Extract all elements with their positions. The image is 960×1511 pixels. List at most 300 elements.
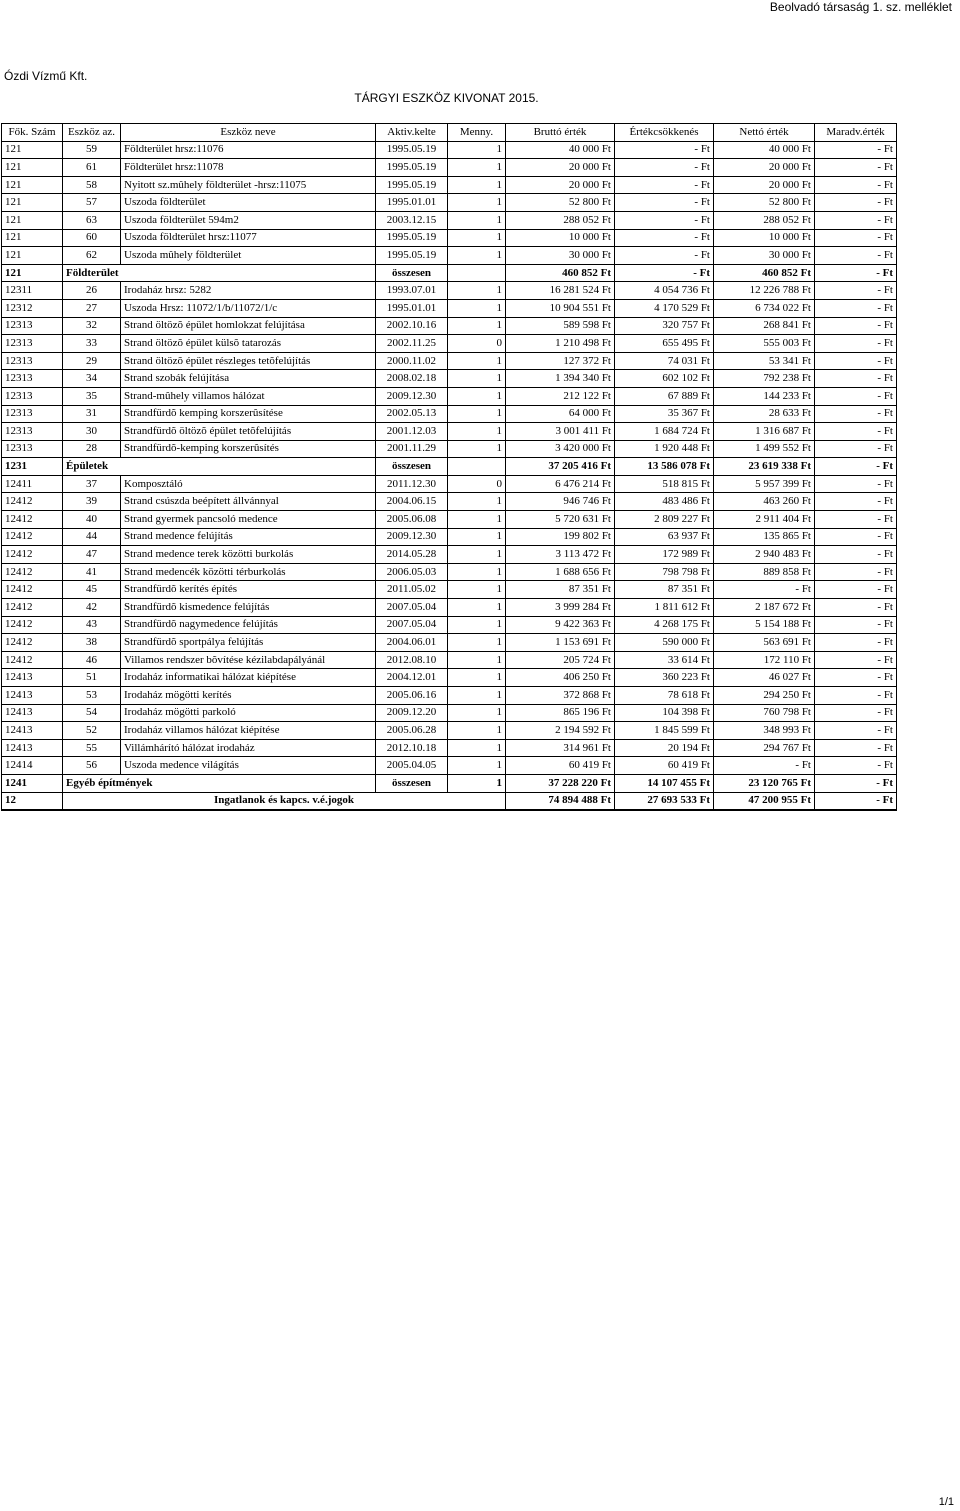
table-cell: 792 238 Ft xyxy=(714,370,815,388)
table-cell: 3 999 284 Ft xyxy=(506,599,615,617)
table-cell: 121 xyxy=(2,211,63,229)
table-cell: 28 633 Ft xyxy=(714,405,815,423)
table-cell: 27 xyxy=(63,299,121,317)
grand-total-account: 12 xyxy=(2,792,63,810)
table-cell: 10 000 Ft xyxy=(714,229,815,247)
table-cell: - Ft xyxy=(815,211,897,229)
table-cell: Strandfürdõ sportpálya felújítás xyxy=(121,634,376,652)
subtotal-account: 1231 xyxy=(2,458,63,476)
table-cell: 555 003 Ft xyxy=(714,335,815,353)
table-cell: Irodaház mögötti parkoló xyxy=(121,704,376,722)
table-cell: 2005.04.05 xyxy=(376,757,448,775)
table-cell: 55 xyxy=(63,739,121,757)
table-cell: 42 xyxy=(63,599,121,617)
table-row xyxy=(2,423,897,441)
table-cell: Strandfürdõ kismedence felújítás xyxy=(121,599,376,617)
table-cell: 34 xyxy=(63,370,121,388)
table-cell: Uszoda medence világítás xyxy=(121,757,376,775)
subtotal-row xyxy=(2,774,897,792)
table-cell: 760 798 Ft xyxy=(714,704,815,722)
table-cell: 5 720 631 Ft xyxy=(506,511,615,529)
table-cell: 314 961 Ft xyxy=(506,739,615,757)
table-cell: 1 684 724 Ft xyxy=(615,423,714,441)
table-cell: 41 xyxy=(63,563,121,581)
table-cell: 1 xyxy=(448,387,506,405)
table-cell: Irodaház informatikai hálózat kiépítése xyxy=(121,669,376,687)
table-cell: 9 422 363 Ft xyxy=(506,616,615,634)
asset-table xyxy=(1,123,897,811)
table-row xyxy=(2,528,897,546)
subtotal-value: 13 586 078 Ft xyxy=(615,458,714,476)
subtotal-value: - Ft xyxy=(615,264,714,282)
table-cell: 12313 xyxy=(2,317,63,335)
subtotal-row xyxy=(2,458,897,476)
table-cell: Strandfürdõ kerítés építés xyxy=(121,581,376,599)
table-cell: 12313 xyxy=(2,335,63,353)
table-cell: 2 194 592 Ft xyxy=(506,722,615,740)
table-cell: 12412 xyxy=(2,634,63,652)
table-row xyxy=(2,317,897,335)
table-cell: 5 154 188 Ft xyxy=(714,616,815,634)
table-cell: - Ft xyxy=(815,141,897,159)
table-cell: 1 xyxy=(448,352,506,370)
table-cell: 2009.12.20 xyxy=(376,704,448,722)
table-cell: 38 xyxy=(63,634,121,652)
subtotal-quantity xyxy=(448,458,506,476)
table-row xyxy=(2,335,897,353)
table-cell: 1 688 656 Ft xyxy=(506,563,615,581)
table-cell: 372 868 Ft xyxy=(506,687,615,705)
column-header-netto: Nettó érték xyxy=(714,124,815,142)
table-cell: Földterület hrsz:11076 xyxy=(121,141,376,159)
table-cell: 2006.05.03 xyxy=(376,563,448,581)
table-cell: Uszoda földterület xyxy=(121,194,376,212)
table-cell: - Ft xyxy=(815,387,897,405)
table-cell: 2012.08.10 xyxy=(376,651,448,669)
table-cell: 1 210 498 Ft xyxy=(506,335,615,353)
table-cell: 64 000 Ft xyxy=(506,405,615,423)
table-cell: 121 xyxy=(2,176,63,194)
table-cell: 135 865 Ft xyxy=(714,528,815,546)
table-row xyxy=(2,229,897,247)
column-header-maradvany: Maradv.érték xyxy=(815,124,897,142)
table-cell: Strandfürdõ öltözõ épület tetõfelújítás xyxy=(121,423,376,441)
subtotal-value: - Ft xyxy=(815,774,897,792)
table-cell: 1 xyxy=(448,440,506,458)
table-cell: 2007.05.04 xyxy=(376,616,448,634)
table-cell: 2008.02.18 xyxy=(376,370,448,388)
table-cell: 1 xyxy=(448,229,506,247)
table-cell: 589 598 Ft xyxy=(506,317,615,335)
table-row xyxy=(2,563,897,581)
table-cell: 1 xyxy=(448,651,506,669)
table-cell: Komposztáló xyxy=(121,475,376,493)
table-cell: - Ft xyxy=(815,282,897,300)
page-number: 1/1 xyxy=(938,1496,954,1508)
table-cell: - Ft xyxy=(815,194,897,212)
table-cell: 1 xyxy=(448,599,506,617)
table-cell: 63 xyxy=(63,211,121,229)
table-cell: 60 xyxy=(63,229,121,247)
table-cell: 2007.05.04 xyxy=(376,599,448,617)
table-cell: - Ft xyxy=(815,581,897,599)
column-header-aktiv-kelte: Aktiv.kelte xyxy=(376,124,448,142)
grand-total-label: Ingatlanok és kapcs. v.é.jogok xyxy=(63,792,506,810)
table-cell: 1 xyxy=(448,757,506,775)
table-cell: - Ft xyxy=(815,176,897,194)
grand-total-value: 74 894 488 Ft xyxy=(506,792,615,810)
table-cell: 946 746 Ft xyxy=(506,493,615,511)
table-cell: 1 xyxy=(448,669,506,687)
subtotal-label: összesen xyxy=(376,774,448,792)
subtotal-value: - Ft xyxy=(815,458,897,476)
table-cell: Nyitott sz.mûhely földterület -hrsz:11075 xyxy=(121,176,376,194)
table-cell: 60 419 Ft xyxy=(506,757,615,775)
subtotal-value: 37 228 220 Ft xyxy=(506,774,615,792)
table-cell: 20 000 Ft xyxy=(714,176,815,194)
table-cell: 52 800 Ft xyxy=(506,194,615,212)
table-cell: 35 367 Ft xyxy=(615,405,714,423)
table-cell: 12412 xyxy=(2,546,63,564)
table-cell: 199 802 Ft xyxy=(506,528,615,546)
document-annex-label: Beolvadó társaság 1. sz. melléklet xyxy=(769,0,952,14)
table-cell: - Ft xyxy=(815,739,897,757)
table-row xyxy=(2,176,897,194)
table-cell: 20 000 Ft xyxy=(714,159,815,177)
subtotal-value: - Ft xyxy=(815,264,897,282)
table-cell: 12312 xyxy=(2,299,63,317)
table-cell: 12313 xyxy=(2,405,63,423)
table-cell: 2004.12.01 xyxy=(376,669,448,687)
table-cell: 12412 xyxy=(2,599,63,617)
subtotal-value: 23 619 338 Ft xyxy=(714,458,815,476)
table-cell: 1995.01.01 xyxy=(376,194,448,212)
table-cell: Irodaház villamos hálózat kiépítése xyxy=(121,722,376,740)
table-cell: 2009.12.30 xyxy=(376,528,448,546)
table-cell: 1995.05.19 xyxy=(376,176,448,194)
table-cell: 53 xyxy=(63,687,121,705)
table-cell: 12313 xyxy=(2,352,63,370)
table-cell: 1 xyxy=(448,159,506,177)
table-cell: 4 268 175 Ft xyxy=(615,616,714,634)
table-cell: - Ft xyxy=(815,423,897,441)
table-cell: 1 xyxy=(448,739,506,757)
table-cell: - Ft xyxy=(815,370,897,388)
table-cell: - Ft xyxy=(615,176,714,194)
subtotal-value: 23 120 765 Ft xyxy=(714,774,815,792)
table-cell: 2000.11.02 xyxy=(376,352,448,370)
table-cell: 52 xyxy=(63,722,121,740)
table-cell: 1995.05.19 xyxy=(376,229,448,247)
table-cell: - Ft xyxy=(815,634,897,652)
table-cell: 320 757 Ft xyxy=(615,317,714,335)
table-cell: 0 xyxy=(448,475,506,493)
table-cell: 1995.05.19 xyxy=(376,159,448,177)
table-cell: 12 226 788 Ft xyxy=(714,282,815,300)
table-cell: 1 920 448 Ft xyxy=(615,440,714,458)
table-cell: - Ft xyxy=(815,247,897,265)
table-cell: - Ft xyxy=(714,581,815,599)
table-row xyxy=(2,282,897,300)
table-cell: 1 xyxy=(448,282,506,300)
table-cell: Strand öltözõ épület részleges tetõfelújítás xyxy=(121,352,376,370)
table-cell: - Ft xyxy=(815,687,897,705)
table-cell: 406 250 Ft xyxy=(506,669,615,687)
table-cell: 1 xyxy=(448,141,506,159)
table-cell: 2001.11.29 xyxy=(376,440,448,458)
subtotal-row xyxy=(2,264,897,282)
table-cell: - Ft xyxy=(615,247,714,265)
table-cell: 20 000 Ft xyxy=(506,176,615,194)
table-cell: 12412 xyxy=(2,651,63,669)
table-row xyxy=(2,739,897,757)
table-cell: Strand-mûhely villamos hálózat xyxy=(121,387,376,405)
table-cell: 62 xyxy=(63,247,121,265)
table-cell: 1995.05.19 xyxy=(376,141,448,159)
table-cell: Irodaház hrsz: 5282 xyxy=(121,282,376,300)
subtotal-category: Épületek xyxy=(63,458,376,476)
subtotal-label: összesen xyxy=(376,458,448,476)
table-cell: 2002.05.13 xyxy=(376,405,448,423)
table-cell: 121 xyxy=(2,247,63,265)
grand-total-value: 47 200 955 Ft xyxy=(714,792,815,810)
table-cell: Strand öltözõ épület külsõ tatarozás xyxy=(121,335,376,353)
table-cell: 12412 xyxy=(2,528,63,546)
table-row xyxy=(2,387,897,405)
table-row xyxy=(2,581,897,599)
column-header-ertekcsokkenes: Értékcsökkenés xyxy=(615,124,714,142)
table-cell: - Ft xyxy=(815,299,897,317)
table-cell: 2004.06.01 xyxy=(376,634,448,652)
table-cell: - Ft xyxy=(815,352,897,370)
table-cell: - Ft xyxy=(815,229,897,247)
table-cell: 74 031 Ft xyxy=(615,352,714,370)
table-cell: 1 xyxy=(448,405,506,423)
table-cell: 2002.11.25 xyxy=(376,335,448,353)
column-header-menny: Menny. xyxy=(448,124,506,142)
table-cell: 57 xyxy=(63,194,121,212)
table-cell: Uszoda Hrsz: 11072/1/b/11072/1/c xyxy=(121,299,376,317)
table-cell: 1 xyxy=(448,493,506,511)
column-header-brutto: Bruttó érték xyxy=(506,124,615,142)
table-row xyxy=(2,599,897,617)
table-cell: Strandfürdõ-kemping korszerûsítés xyxy=(121,440,376,458)
table-cell: 798 798 Ft xyxy=(615,563,714,581)
subtotal-value: 460 852 Ft xyxy=(714,264,815,282)
table-cell: - Ft xyxy=(815,317,897,335)
table-cell: 4 054 736 Ft xyxy=(615,282,714,300)
table-cell: - Ft xyxy=(815,599,897,617)
table-cell: 2005.06.08 xyxy=(376,511,448,529)
table-row xyxy=(2,352,897,370)
grand-total-row xyxy=(2,792,897,810)
table-cell: 40 xyxy=(63,511,121,529)
table-cell: 865 196 Ft xyxy=(506,704,615,722)
table-cell: 33 614 Ft xyxy=(615,651,714,669)
table-cell: 12412 xyxy=(2,563,63,581)
table-cell: 1 xyxy=(448,370,506,388)
table-cell: 104 398 Ft xyxy=(615,704,714,722)
table-cell: 1 316 687 Ft xyxy=(714,423,815,441)
table-cell: 294 250 Ft xyxy=(714,687,815,705)
subtotal-account: 121 xyxy=(2,264,63,282)
table-cell: 12413 xyxy=(2,704,63,722)
column-header-eszkoz-az: Eszköz az. xyxy=(63,124,121,142)
table-cell: 52 800 Ft xyxy=(714,194,815,212)
table-cell: 1 xyxy=(448,247,506,265)
table-cell: 2003.12.15 xyxy=(376,211,448,229)
subtotal-account: 1241 xyxy=(2,774,63,792)
table-cell: 212 122 Ft xyxy=(506,387,615,405)
table-cell: Földterület hrsz:11078 xyxy=(121,159,376,177)
table-cell: - Ft xyxy=(815,651,897,669)
table-row xyxy=(2,194,897,212)
table-cell: Strand gyermek pancsoló medence xyxy=(121,511,376,529)
table-row xyxy=(2,493,897,511)
table-cell: - Ft xyxy=(815,546,897,564)
table-cell: 1995.01.01 xyxy=(376,299,448,317)
table-cell: 30 xyxy=(63,423,121,441)
column-header-eszkoz-neve: Eszköz neve xyxy=(121,124,376,142)
table-cell: - Ft xyxy=(815,669,897,687)
table-row xyxy=(2,440,897,458)
grand-total-value: - Ft xyxy=(815,792,897,810)
table-row xyxy=(2,141,897,159)
table-cell: 1 xyxy=(448,194,506,212)
table-cell: 360 223 Ft xyxy=(615,669,714,687)
table-cell: 2011.12.30 xyxy=(376,475,448,493)
table-cell: 463 260 Ft xyxy=(714,493,815,511)
table-cell: 590 000 Ft xyxy=(615,634,714,652)
table-row xyxy=(2,704,897,722)
table-cell: Strand szobák felújítása xyxy=(121,370,376,388)
table-row xyxy=(2,299,897,317)
table-cell: 1 xyxy=(448,687,506,705)
table-cell: 59 xyxy=(63,141,121,159)
table-cell: Irodaház mögötti kerítés xyxy=(121,687,376,705)
table-cell: 288 052 Ft xyxy=(506,211,615,229)
table-cell: 2 940 483 Ft xyxy=(714,546,815,564)
table-cell: 1 394 340 Ft xyxy=(506,370,615,388)
table-cell: 12313 xyxy=(2,440,63,458)
table-cell: 12411 xyxy=(2,475,63,493)
table-cell: 12414 xyxy=(2,757,63,775)
table-cell: 44 xyxy=(63,528,121,546)
table-cell: 172 110 Ft xyxy=(714,651,815,669)
table-cell: 1 xyxy=(448,634,506,652)
table-cell: 127 372 Ft xyxy=(506,352,615,370)
table-cell: 54 xyxy=(63,704,121,722)
table-cell: 121 xyxy=(2,229,63,247)
table-cell: 1 811 612 Ft xyxy=(615,599,714,617)
table-cell: 1 xyxy=(448,511,506,529)
table-cell: Strand medence felújítás xyxy=(121,528,376,546)
table-cell: 1 xyxy=(448,317,506,335)
table-cell: 46 027 Ft xyxy=(714,669,815,687)
table-cell: Strand medence terek közötti burkolás xyxy=(121,546,376,564)
table-cell: 1 xyxy=(448,176,506,194)
table-cell: - Ft xyxy=(615,211,714,229)
table-cell: 3 420 000 Ft xyxy=(506,440,615,458)
table-row xyxy=(2,211,897,229)
subtotal-category: Egyéb építmények xyxy=(63,774,376,792)
table-cell: 12412 xyxy=(2,511,63,529)
table-cell: - Ft xyxy=(714,757,815,775)
table-cell: 12413 xyxy=(2,669,63,687)
table-cell: 78 618 Ft xyxy=(615,687,714,705)
subtotal-value: 14 107 455 Ft xyxy=(615,774,714,792)
table-cell: 61 xyxy=(63,159,121,177)
table-row xyxy=(2,159,897,177)
table-cell: 87 351 Ft xyxy=(506,581,615,599)
table-cell: 28 xyxy=(63,440,121,458)
table-cell: 121 xyxy=(2,159,63,177)
table-cell: Uszoda mûhely földterület xyxy=(121,247,376,265)
table-cell: 43 xyxy=(63,616,121,634)
table-cell: 1993.07.01 xyxy=(376,282,448,300)
table-cell: 51 xyxy=(63,669,121,687)
table-cell: 1 845 599 Ft xyxy=(615,722,714,740)
table-cell: 40 000 Ft xyxy=(506,141,615,159)
table-cell: 53 341 Ft xyxy=(714,352,815,370)
table-cell: 20 000 Ft xyxy=(506,159,615,177)
table-cell: 205 724 Ft xyxy=(506,651,615,669)
table-cell: 2001.12.03 xyxy=(376,423,448,441)
table-cell: 45 xyxy=(63,581,121,599)
table-cell: 2002.10.16 xyxy=(376,317,448,335)
table-cell: 1 xyxy=(448,722,506,740)
table-cell: 2009.12.30 xyxy=(376,387,448,405)
table-cell: 1 xyxy=(448,616,506,634)
table-cell: 1995.05.19 xyxy=(376,247,448,265)
table-cell: 3 113 472 Ft xyxy=(506,546,615,564)
table-cell: 31 xyxy=(63,405,121,423)
table-cell: 288 052 Ft xyxy=(714,211,815,229)
table-cell: 10 000 Ft xyxy=(506,229,615,247)
table-row xyxy=(2,475,897,493)
table-cell: 16 281 524 Ft xyxy=(506,282,615,300)
subtotal-quantity xyxy=(448,264,506,282)
table-cell: 2005.06.16 xyxy=(376,687,448,705)
table-cell: 10 904 551 Ft xyxy=(506,299,615,317)
table-cell: - Ft xyxy=(615,194,714,212)
table-cell: 2004.06.15 xyxy=(376,493,448,511)
table-cell: 40 000 Ft xyxy=(714,141,815,159)
table-cell: Strandfürdõ kemping korszerûsítése xyxy=(121,405,376,423)
table-cell: 63 937 Ft xyxy=(615,528,714,546)
table-cell: Strand medencék közötti térburkolás xyxy=(121,563,376,581)
table-cell: 12412 xyxy=(2,493,63,511)
table-cell: 2 187 672 Ft xyxy=(714,599,815,617)
table-cell: 1 xyxy=(448,546,506,564)
table-cell: - Ft xyxy=(815,475,897,493)
table-cell: 3 001 411 Ft xyxy=(506,423,615,441)
table-cell: 1 xyxy=(448,581,506,599)
table-cell: 2 911 404 Ft xyxy=(714,511,815,529)
table-cell: 1 xyxy=(448,528,506,546)
table-cell: Strandfürdõ nagymedence felújítás xyxy=(121,616,376,634)
table-cell: 1 499 552 Ft xyxy=(714,440,815,458)
company-name: Ózdi Vízmű Kft. xyxy=(4,69,88,83)
table-row xyxy=(2,669,897,687)
table-cell: 1 xyxy=(448,704,506,722)
document-title: TÁRGYI ESZKÖZ KIVONAT 2015. xyxy=(354,91,539,105)
table-cell: - Ft xyxy=(815,757,897,775)
table-row xyxy=(2,634,897,652)
table-cell: 12413 xyxy=(2,739,63,757)
table-cell: 35 xyxy=(63,387,121,405)
table-cell: 268 841 Ft xyxy=(714,317,815,335)
